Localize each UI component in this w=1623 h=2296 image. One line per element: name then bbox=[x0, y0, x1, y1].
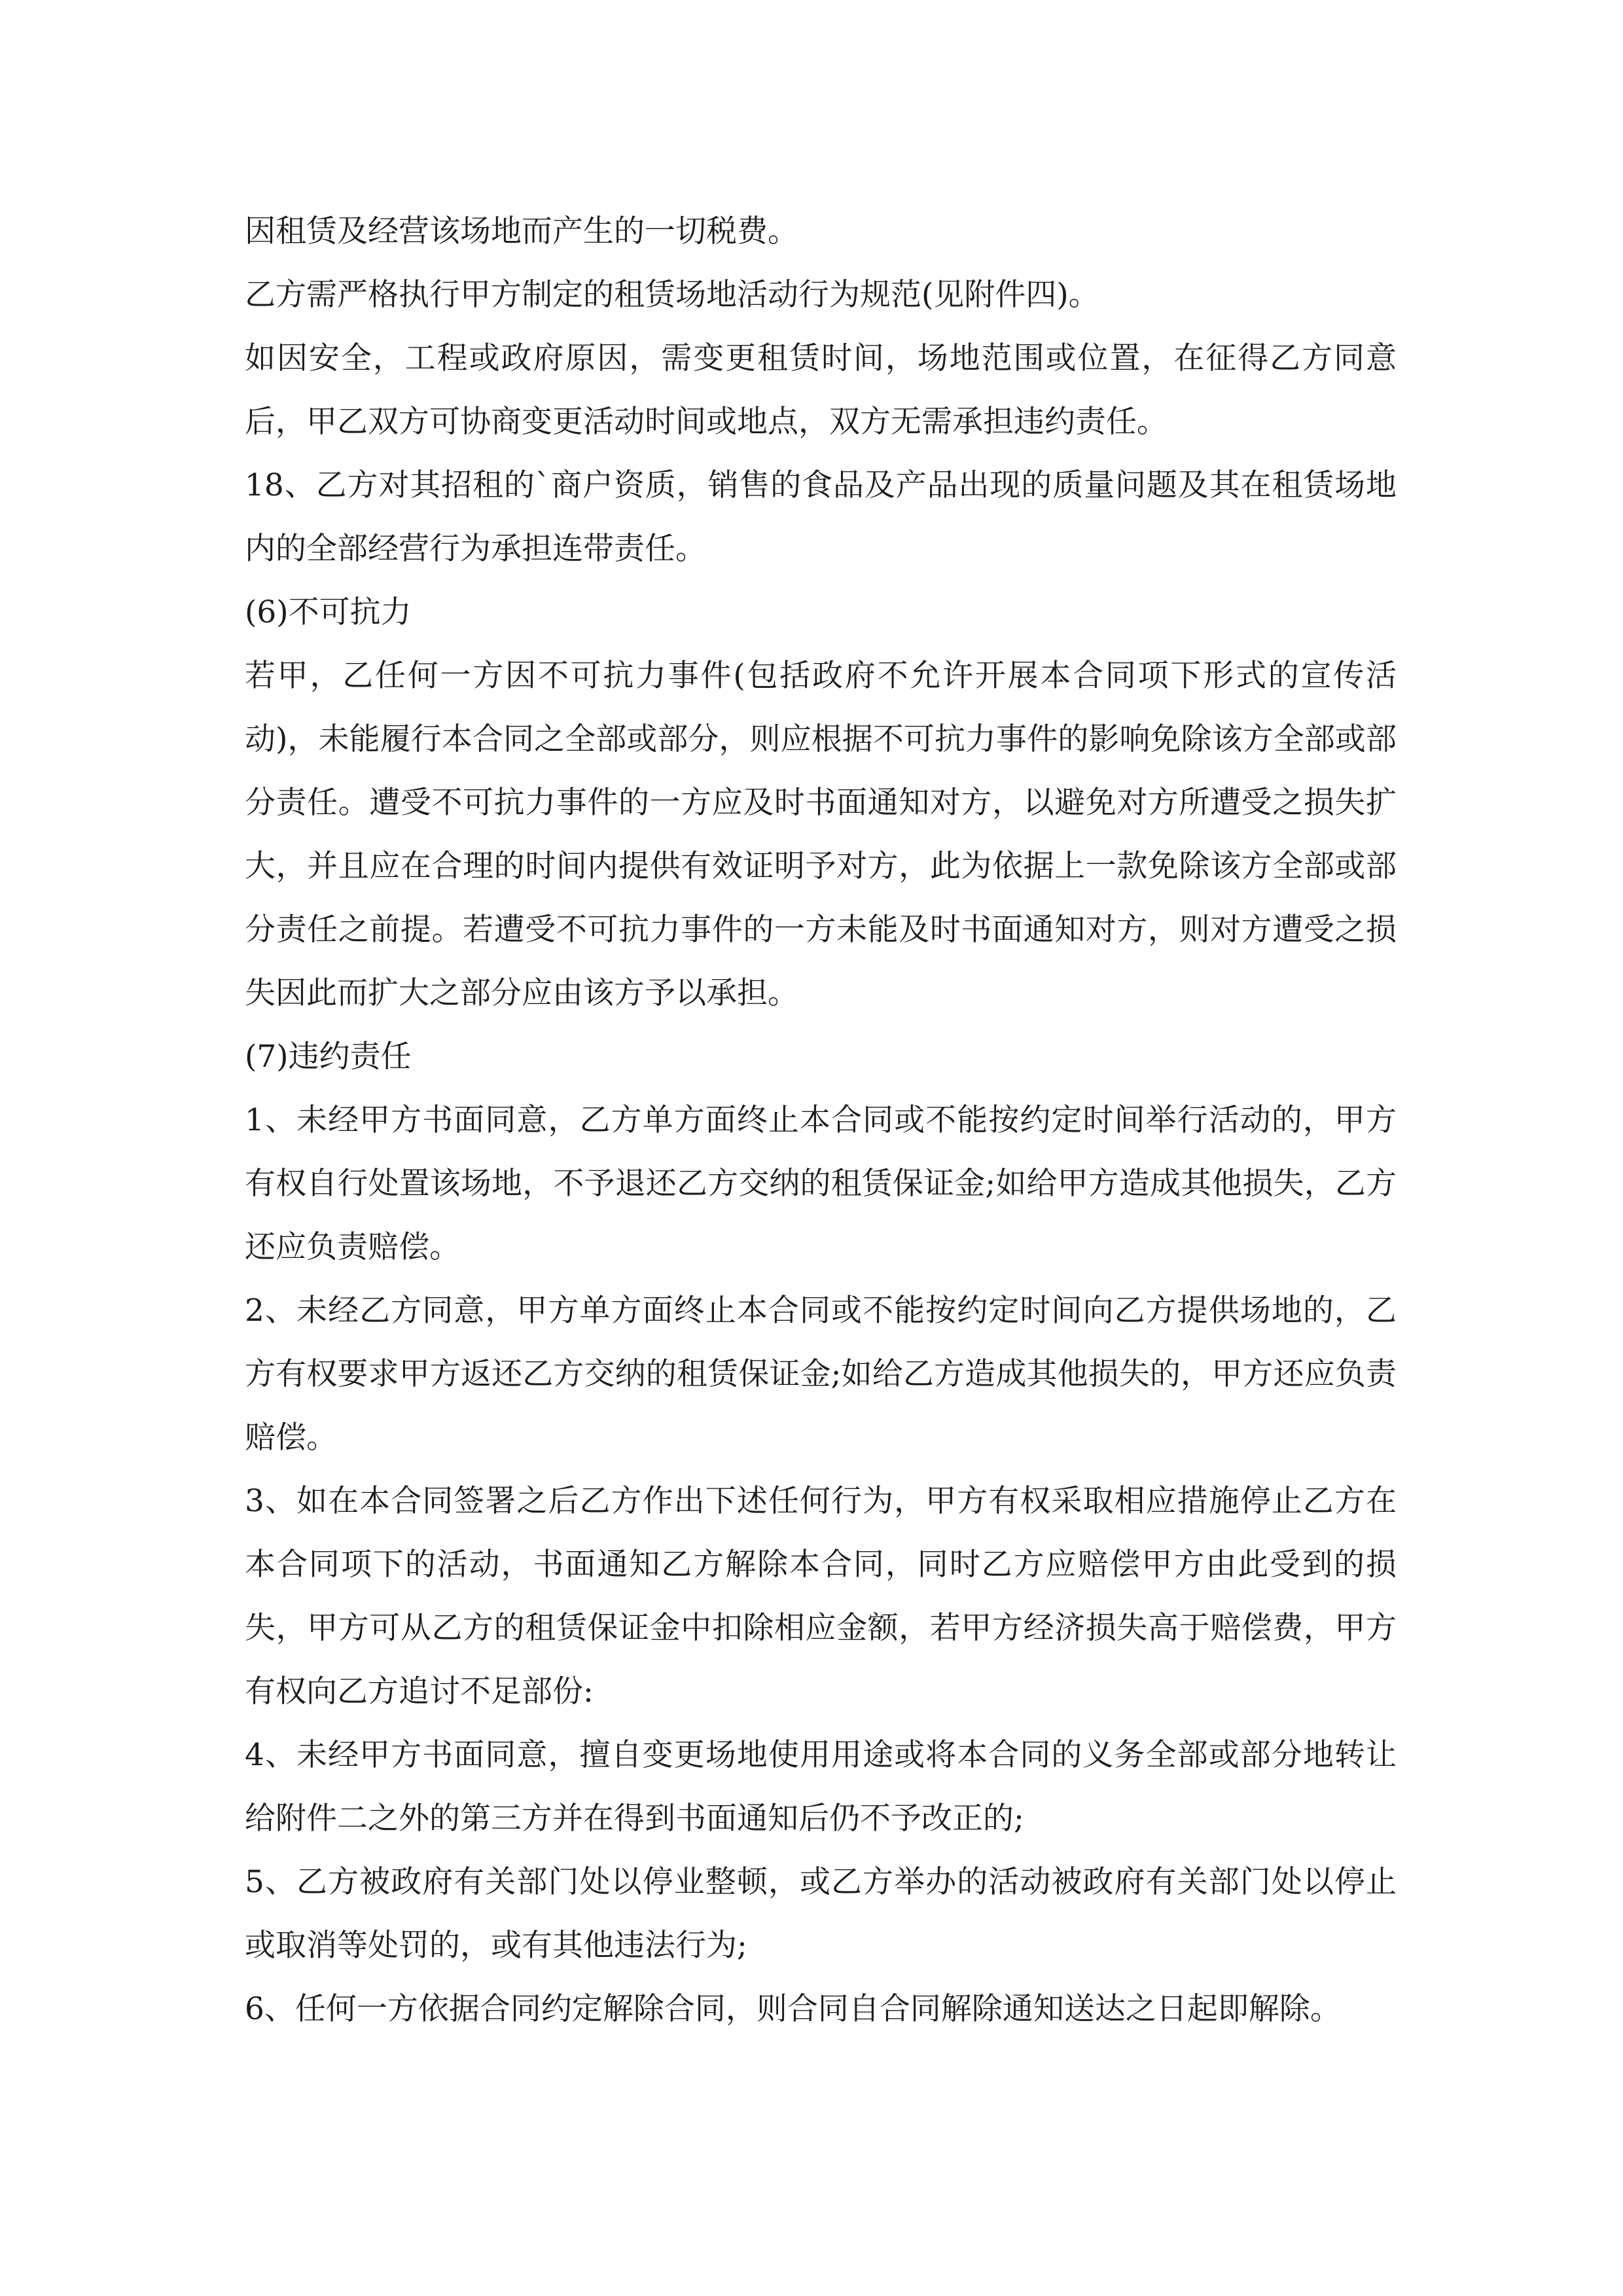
paragraph-force-majeure: 若甲，乙任何一方因不可抗力事件(包括政府不允许开展本合同项下形式的宣传活动)，未能履行本合同之全部或部分，则应根据不可抗力事件的影响免除该方全部或部分责任。遭受不可抗力事件的一方应及时书面通知对方，以避免对方所遭受之损失扩大，并且应在合理的时间内提供有效证明予对方，此为依据上一款免除该方全部或部分责任之前提。若遭受不可抗力事件的一方未能及时书面通知对方，则对方遭受之损失因此而扩大之部分应由该方予以承担。 bbox=[245, 658, 1397, 1011]
section-heading-breach: (7)违约责任 bbox=[245, 1039, 412, 1075]
section-heading-force-majeure: (6)不可抗力 bbox=[245, 594, 412, 630]
paragraph-item-18: 18、乙方对其招租的`商户资质，销售的食品及产品出现的质量问题及其在租赁场地内的全部经营行为承担连带责任。 bbox=[245, 467, 1397, 567]
paragraph-breach-item-4: 4、未经甲方书面同意，擅自变更场地使用用途或将本合同的义务全部或部分地转让给附件二之外的第三方并在得到书面通知后仍不予改正的; bbox=[245, 1737, 1397, 1837]
paragraph-breach-item-2: 2、未经乙方同意，甲方单方面终止本合同或不能按约定时间向乙方提供场地的，乙方有权要求甲方返还乙方交纳的租赁保证金;如给乙方造成其他损失的，甲方还应负责赔偿。 bbox=[245, 1293, 1397, 1456]
paragraph-tax: 因租赁及经营该场地而产生的一切税费。 bbox=[245, 213, 798, 249]
paragraph-breach-item-3: 3、如在本合同签署之后乙方作出下述任何行为，甲方有权采取相应措施停止乙方在本合同项下的活动，书面通知乙方解除本合同，同时乙方应赔偿甲方由此受到的损失，甲方可从乙方的租赁保证金中扣除相应金额，若甲方经济损失高于赔偿费，甲方有权向乙方追讨不足部份: bbox=[245, 1483, 1397, 1710]
paragraph-breach-item-1: 1、未经甲方书面同意，乙方单方面终止本合同或不能按约定时间举行活动的，甲方有权自行处置该场地，不予退还乙方交纳的租赁保证金;如给甲方造成其他损失，乙方还应负责赔偿。 bbox=[245, 1102, 1397, 1265]
paragraph-change-terms: 如因安全，工程或政府原因，需变更租赁时间，场地范围或位置，在征得乙方同意后，甲乙双方可协商变更活动时间或地点，双方无需承担违约责任。 bbox=[245, 340, 1397, 440]
paragraph-breach-item-6: 6、任何一方依据合同约定解除合同，则合同自合同解除通知送达之日起即解除。 bbox=[245, 1991, 1341, 2027]
paragraph-conduct-rules: 乙方需严格执行甲方制定的租赁场地活动行为规范(见附件四)。 bbox=[245, 277, 1099, 313]
document-body bbox=[245, 200, 1397, 2041]
paragraph-breach-item-5: 5、乙方被政府有关部门处以停业整顿，或乙方举办的活动被政府有关部门处以停止或取消等处罚的，或有其他违法行为; bbox=[245, 1864, 1397, 1964]
